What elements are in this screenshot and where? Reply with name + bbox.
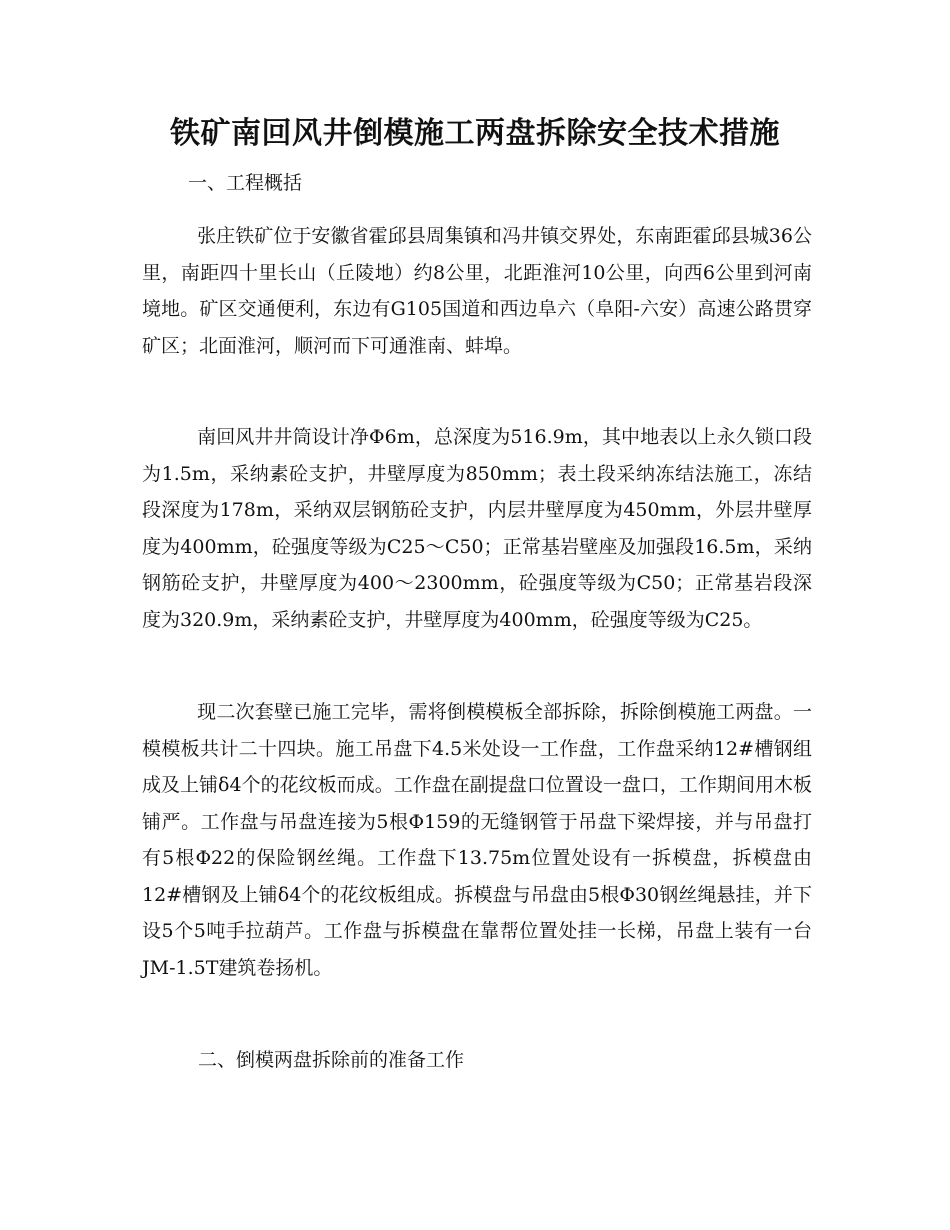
- paragraph-shaft-design: 南回风井井筒设计净Φ6m，总深度为516.9m，其中地表以上永久锁口段为1.5m，采纳素砼支护，井壁厚度为850mm；表土段采纳冻结法施工，冻结段深度为178m，采纳双层钢筋砼支护，内层井壁厚度为450mm，外层井壁厚度为400mm，砼强度等级为C25～C50；正常基岩壁座及加强段16.5m，采纳钢筋砼支护，井壁厚度为400～2300mm，砼强度等级为C50；正常基岩段深度为320.9m，采纳素砼支护，井壁厚度为400mm，砼强度等级为C25。: [142, 426, 812, 631]
- section-heading-preparation: 二、倒模两盘拆除前的准备工作: [198, 1049, 465, 1071]
- section-heading-overview: 一、工程概括: [188, 172, 303, 194]
- document-title: 铁矿南回风井倒模施工两盘拆除安全技术措施: [170, 116, 780, 151]
- paragraph-location: 张庄铁矿位于安徽省霍邱县周集镇和冯井镇交界处，东南距霍邱县城36公里，南距四十里长山（丘陵地）约8公里，北距淮河10公里，向西6公里到河南境地。矿区交通便利，东边有G105国道和西边阜六（阜阳-六安）高速公路贯穿矿区；北面淮河，顺河而下可通淮南、蚌埠。: [142, 225, 812, 357]
- paragraph-platform-setup: 现二次套壁已施工完毕，需将倒模模板全部拆除，拆除倒模施工两盘。一模模板共计二十四块。施工吊盘下4.5米处设一工作盘，工作盘采纳12#槽钢组成及上铺δ4个的花纹板而成。工作盘在副提盘口位置设一盘口，工作期间用木板铺严。工作盘与吊盘连接为5根Φ159的无缝钢管于吊盘下梁焊接，并与吊盘打有5根Φ22的保险钢丝绳。工作盘下13.75m位置处设有一拆模盘，拆模盘由12#槽钢及上铺δ4个的花纹板组成。拆模盘与吊盘由5根Φ30钢丝绳悬挂，并下设5个5吨手拉葫芦。工作盘与拆模盘在靠帮位置处挂一长梯，吊盘上装有一台JM-1.5T建筑卷扬机。: [142, 701, 812, 979]
